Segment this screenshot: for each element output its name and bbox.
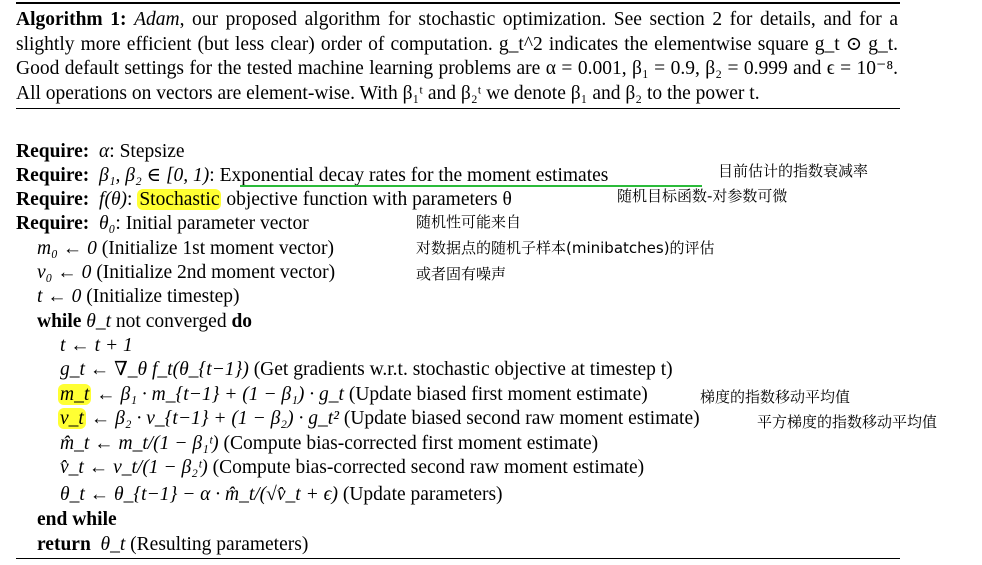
note-stochastic-3: 或者固有噪声 bbox=[416, 265, 507, 283]
algorithm-box bbox=[16, 2, 898, 109]
require-decay-rates: Require: β₁, β₂ ∈ [0, 1): Exponential decay rates for the moment estimates bbox=[16, 165, 609, 186]
while-line: while θ_t not converged do bbox=[37, 311, 253, 332]
note-decay: 目前估计的指数衰减率 bbox=[718, 162, 869, 180]
mt-highlight: m_t bbox=[60, 384, 90, 405]
caption-label: Algorithm 1: bbox=[16, 9, 127, 30]
middle-rule bbox=[16, 108, 900, 109]
init-m0: m₀ ← 0 (Initialize 1st moment vector) bbox=[37, 238, 335, 259]
note-stochastic-1: 随机性可能来自 bbox=[416, 213, 522, 231]
note-m-update: 梯度的指数移动平均值 bbox=[700, 388, 851, 406]
return-line: return θ_t (Resulting parameters) bbox=[37, 534, 309, 555]
caption-text: , our proposed algorithm for stochastic optimization. See section 2 for details, and for a slightly more efficient (but less clear) order of computation. g_t^2 indicates the elementwise square g_t ⊙ g_t. Good default settings for the tested machine learning problems are α = 0.001, β₁ = 0.9, β₂ = 0.999 and ϵ = 10⁻⁸. All operations on vectors are element-wise. With β₁ᵗ and β₂ᵗ we denote β₁ and β₂ to the power t. bbox=[16, 9, 899, 104]
note-stochastic-2: 对数据点的随机子样本(minibatches)的评估 bbox=[416, 239, 715, 257]
require-initial-vector: Require: θ₀: Initial parameter vector bbox=[16, 213, 309, 234]
update-m: m_t ← β₁ · m_{t−1} + (1 − β₁) · g_t (Update biased first moment estimate) bbox=[60, 384, 648, 405]
end-while: end while bbox=[37, 509, 117, 530]
bottom-rule bbox=[16, 558, 900, 559]
vt-highlight: v_t bbox=[60, 408, 84, 429]
stochastic-highlight: Stochastic bbox=[139, 189, 220, 210]
bias-correct-v: v̂_t ← v_t/(1 − β₂ᵗ) (Compute bias-corrected second raw moment estimate) bbox=[60, 457, 645, 478]
caption-name: Adam bbox=[134, 9, 180, 30]
update-parameters: θ_t ← θ_{t−1} − α · m̂_t/(√v̂_t + ϵ) (Update parameters) bbox=[60, 484, 503, 505]
init-v0: v₀ ← 0 (Initialize 2nd moment vector) bbox=[37, 262, 336, 283]
note-objective: 随机目标函数-对参数可微 bbox=[617, 187, 788, 205]
increment-t: t ← t + 1 bbox=[60, 335, 133, 356]
update-v: v_t ← β₂ · v_{t−1} + (1 − β₂) · g_t² (Update biased second raw moment estimate) bbox=[60, 408, 700, 429]
require-stepsize: Require: α: Stepsize bbox=[16, 141, 185, 162]
note-v-update: 平方梯度的指数移动平均值 bbox=[757, 413, 938, 431]
bias-correct-m: m̂_t ← m_t/(1 − β₁ᵗ) (Compute bias-corrected first moment estimate) bbox=[60, 433, 599, 454]
init-timestep: t ← 0 (Initialize timestep) bbox=[37, 286, 240, 307]
algorithm-caption bbox=[16, 4, 898, 108]
require-objective: Require: f(θ): Stochastic objective function with parameters θ bbox=[16, 189, 512, 210]
get-gradients: g_t ← ∇_θ f_t(θ_{t−1}) (Get gradients w.r.t. stochastic objective at timestep t) bbox=[60, 359, 673, 380]
